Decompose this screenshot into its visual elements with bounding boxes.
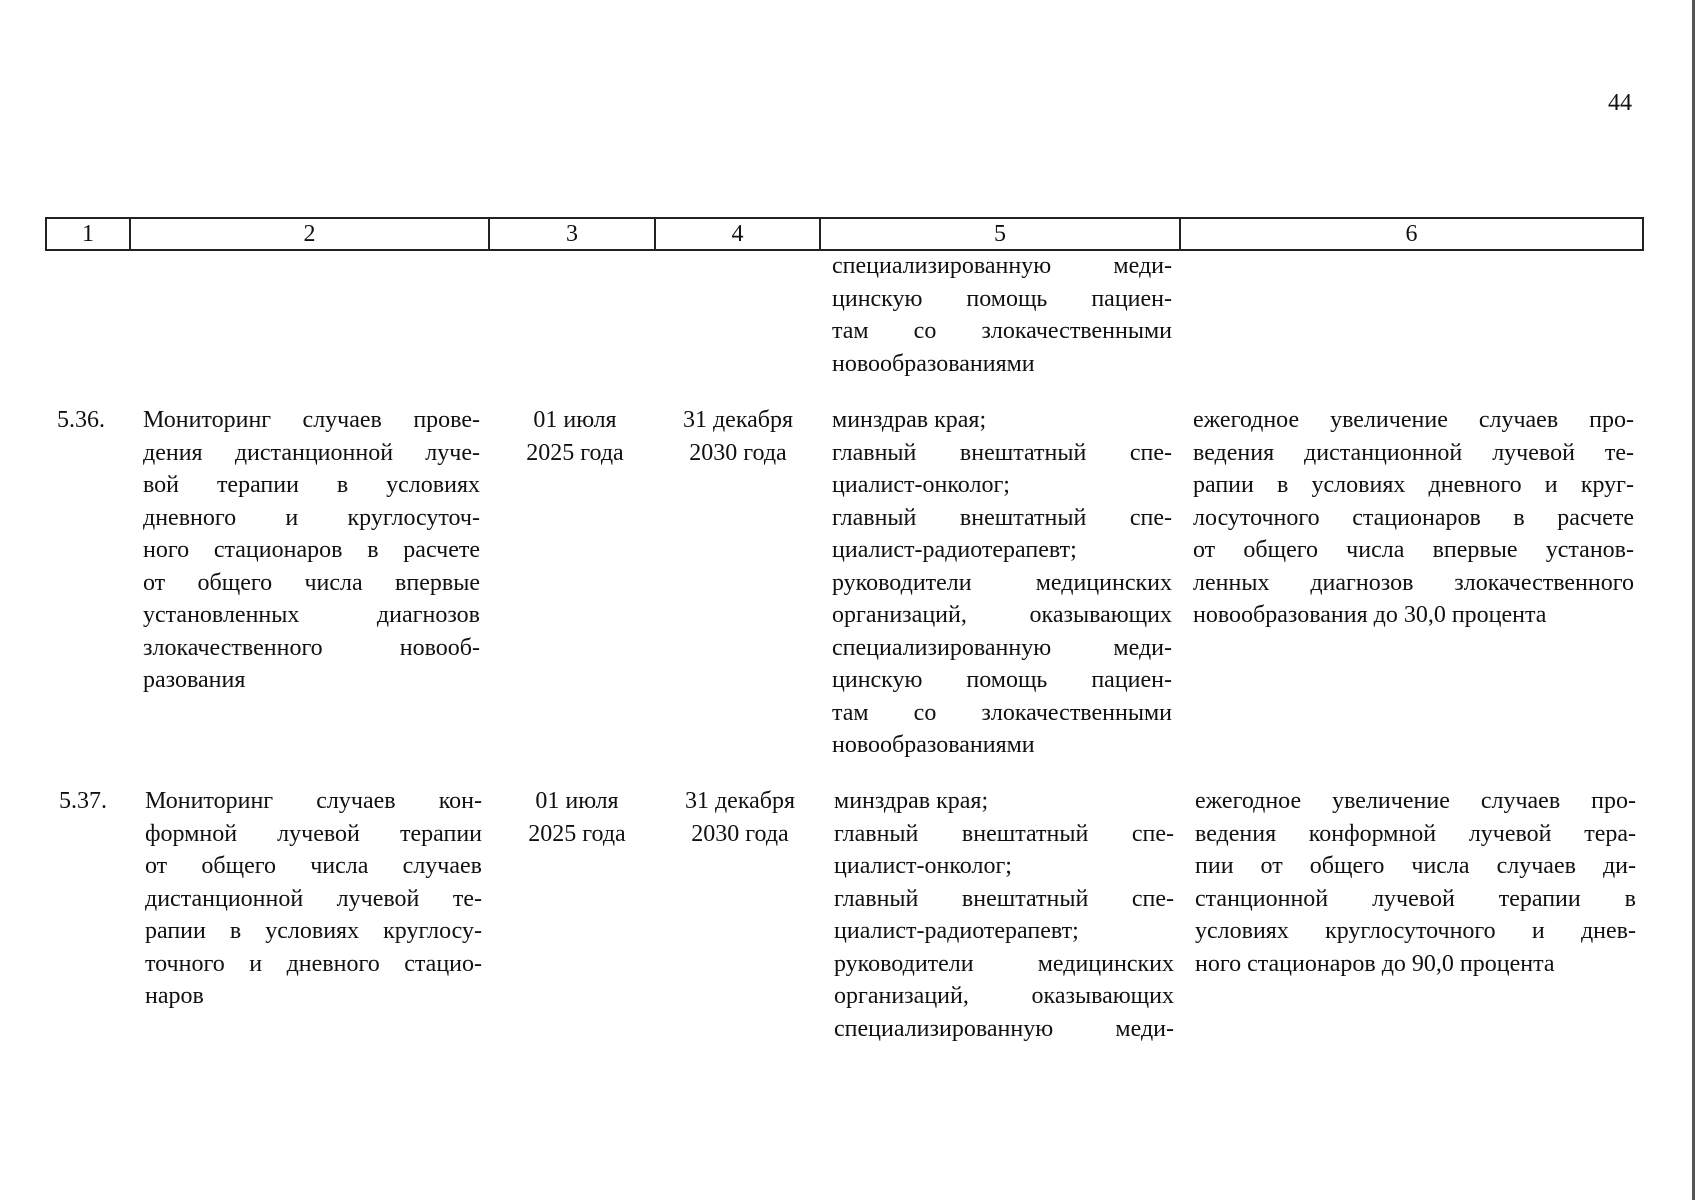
text-line: цинскую помощь пациен-: [832, 667, 1172, 693]
text-line: Мониторинг случаев кон-: [145, 788, 482, 814]
column-header-4: 4: [655, 218, 820, 250]
text-line: точного и дневного стацио-: [145, 950, 482, 977]
column-header-3: 3: [489, 218, 655, 250]
column-number-header: [45, 217, 1644, 251]
row-description: [143, 404, 480, 697]
text-line: рапии в условиях дневного и круг-: [1193, 472, 1634, 498]
text-line: руководители медицинских: [834, 950, 1174, 977]
start-date: [507, 785, 647, 850]
text-line: цинскую помощь пациен-: [832, 285, 1172, 312]
column-header-1: 1: [46, 218, 130, 250]
text-line: 01 июля: [535, 788, 619, 814]
responsible-executors: [832, 404, 1172, 762]
text-line: дения дистанционной луче-: [143, 439, 480, 466]
text-line: 2030 года: [691, 820, 789, 847]
text-line: главный внештатный спе-: [832, 439, 1172, 466]
text-line: лосуточного стационаров в расчете: [1193, 504, 1634, 531]
text-line: станционной лучевой терапии в: [1195, 885, 1636, 912]
text-line: ежегодное увеличение случаев про-: [1195, 788, 1636, 814]
text-line: 2025 года: [526, 439, 624, 466]
text-line: новообразованиями: [832, 732, 1035, 758]
text-line: 31 декабря: [684, 788, 796, 814]
text-line: главный внештатный спе-: [834, 820, 1174, 847]
text-line: злокачественного новооб-: [143, 634, 480, 661]
text-line: дневного и круглосуточ-: [143, 504, 480, 531]
text-line: 2030 года: [689, 439, 787, 466]
text-line: ного стационаров в расчете: [143, 537, 480, 563]
text-line: главный внештатный спе-: [832, 504, 1172, 531]
text-line: минздрав края;: [832, 407, 987, 433]
text-line: ленных диагнозов злокачественного: [1193, 569, 1634, 596]
start-date: [505, 404, 645, 469]
text-line: циалист-онколог;: [834, 853, 1012, 879]
text-line: организаций, оказывающих: [834, 983, 1174, 1009]
text-line: разования: [143, 667, 246, 693]
text-line: организаций, оказывающих: [832, 602, 1172, 628]
text-line: ведения конформной лучевой тера-: [1195, 820, 1636, 847]
end-date: [664, 404, 812, 469]
column-header-5: 5: [820, 218, 1180, 250]
text-line: минздрав края;: [834, 788, 989, 814]
row-number: 5.37.: [59, 788, 107, 814]
row-number: 5.36.: [57, 407, 105, 433]
text-line: Мониторинг случаев прове-: [143, 407, 480, 433]
text-line: вой терапии в условиях: [143, 472, 480, 498]
expected-result: [1193, 404, 1634, 632]
text-line: 01 июля: [533, 407, 617, 433]
text-line: 2025 года: [528, 820, 626, 847]
text-line: формной лучевой терапии: [145, 820, 482, 847]
text-line: установленных диагнозов: [143, 602, 480, 628]
text-line: пии от общего числа случаев ди-: [1195, 853, 1636, 879]
text-line: новообразованиями: [832, 350, 1035, 377]
text-line: рапии в условиях круглосу-: [145, 918, 482, 944]
text-line: ного стационаров до 90,0 процента: [1195, 950, 1555, 977]
continuation-responsible-cell: [832, 250, 1172, 380]
text-line: дистанционной лучевой те-: [145, 885, 482, 912]
text-line: от общего числа случаев: [145, 853, 482, 879]
expected-result: [1195, 785, 1636, 980]
text-line: ведения дистанционной лучевой те-: [1193, 439, 1634, 466]
text-line: условиях круглосуточного и днев-: [1195, 918, 1636, 944]
end-date: [666, 785, 814, 850]
text-line: там со злокачественными: [832, 318, 1172, 344]
column-header-6: 6: [1180, 218, 1643, 250]
text-line: главный внештатный спе-: [834, 885, 1174, 912]
text-line: специализированную меди-: [832, 253, 1172, 279]
text-line: специализированную меди-: [834, 1015, 1174, 1042]
text-line: наров: [145, 983, 204, 1009]
column-header-2: 2: [130, 218, 489, 250]
text-line: ежегодное увеличение случаев про-: [1193, 407, 1634, 433]
text-line: циалист-радиотерапевт;: [832, 537, 1077, 563]
text-line: циалист-онколог;: [832, 472, 1010, 498]
text-line: 31 декабря: [682, 407, 794, 433]
text-line: специализированную меди-: [832, 634, 1172, 661]
responsible-executors: [834, 785, 1174, 1045]
text-line: там со злокачественными: [832, 699, 1172, 726]
page-number: 44: [1608, 90, 1632, 116]
text-line: новообразования до 30,0 процента: [1193, 602, 1547, 628]
text-line: руководители медицинских: [832, 569, 1172, 596]
row-description: [145, 785, 482, 1013]
text-line: от общего числа впервые установ-: [1193, 537, 1634, 563]
text-line: циалист-радиотерапевт;: [834, 918, 1079, 944]
text-line: от общего числа впервые: [143, 569, 480, 596]
